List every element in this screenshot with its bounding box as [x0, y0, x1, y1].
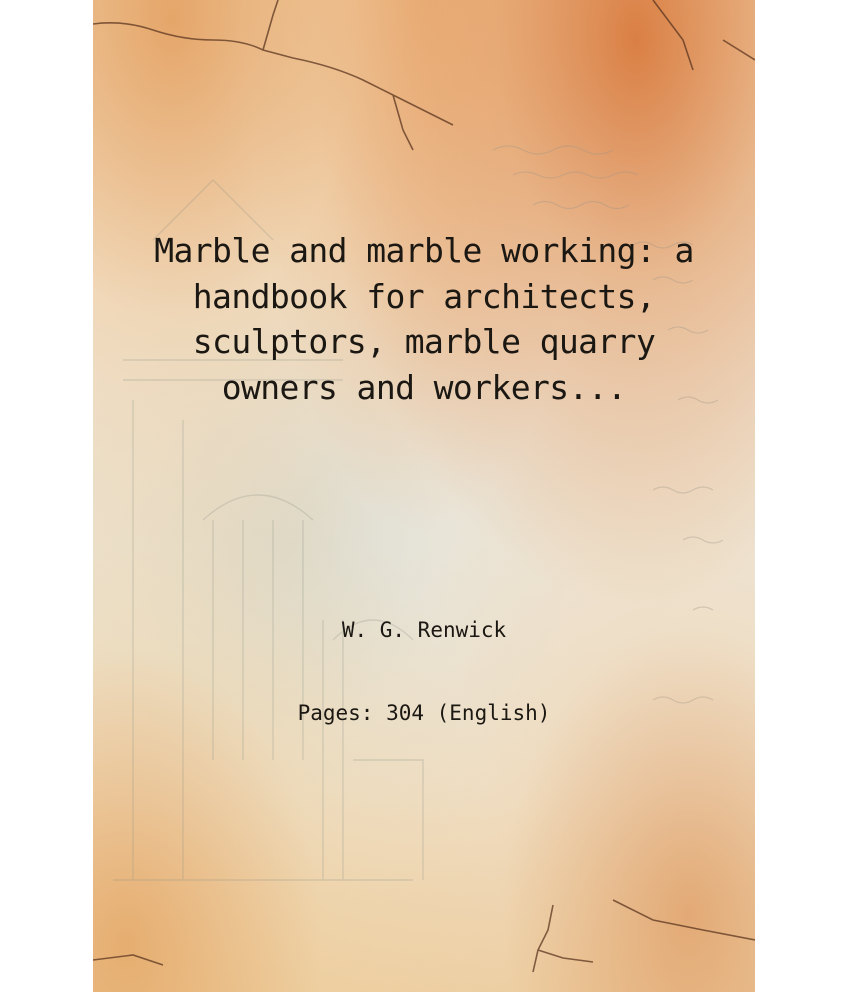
book-title: Marble and marble working: a handbook for architects, sculptors, marble quarry owners and workers... [154, 231, 694, 407]
cover-texture [93, 0, 755, 992]
book-author: W. G. Renwick [341, 618, 507, 642]
crack-lines [93, 0, 755, 972]
page-count: Pages: 304 (English) [297, 701, 551, 725]
book-cover [93, 0, 755, 992]
